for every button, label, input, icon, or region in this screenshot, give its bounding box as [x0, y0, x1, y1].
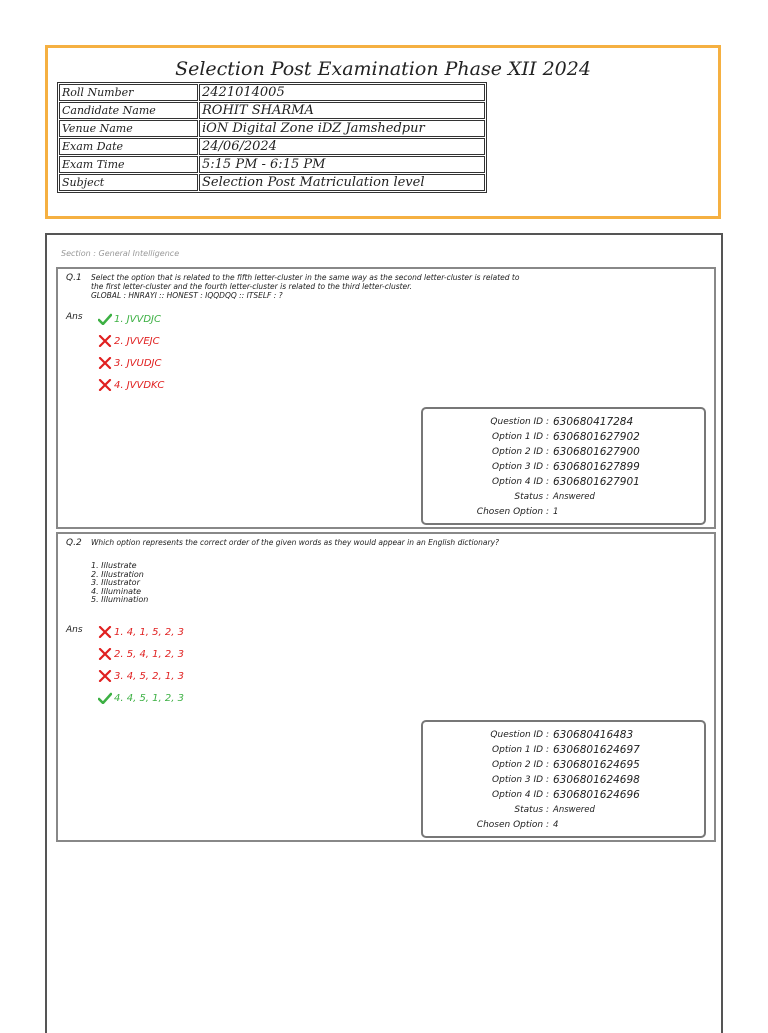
option-2-id-row: [423, 757, 704, 772]
option-4: [98, 379, 164, 391]
list-item: 4. Illuminate: [91, 586, 142, 596]
question-text-line: Select the option that is related to the fifth letter-cluster in the same way as the second letter-cluster is related to: [91, 273, 520, 282]
status-value: Answered: [553, 804, 595, 815]
candidate-info-table: [57, 82, 487, 193]
question-info-panel: [421, 407, 706, 525]
question-info-panel: [421, 720, 706, 838]
question-id-label: Question ID :: [490, 729, 549, 740]
venue-name-value: iON Digital Zone iDZ Jamshedpur: [199, 120, 485, 137]
table-row: [59, 174, 485, 191]
option-text: 3. 4, 5, 2, 1, 3: [114, 670, 184, 682]
table-row: [59, 84, 485, 101]
question-id-row: [423, 727, 704, 742]
option-4-id-row: [423, 474, 704, 489]
question-text: [91, 273, 561, 300]
chosen-option-row: [423, 817, 704, 832]
question-id-row: [423, 414, 704, 429]
exam-header: [45, 45, 721, 219]
list-item: 3. Illustrator: [91, 578, 140, 588]
option-3-id-row: [423, 772, 704, 787]
section-label: Section : General Intelligence: [61, 249, 180, 258]
status-row: [423, 802, 704, 817]
option-text: 4. JVVDKC: [114, 379, 165, 391]
option-3: [98, 670, 184, 682]
question-text-line: Which option represents the correct order of the given words as they would appear in an English dictionary?: [91, 538, 499, 547]
cross-icon: [98, 379, 112, 391]
cross-icon: [98, 648, 112, 660]
option-1-id-row: [423, 429, 704, 444]
option-text: 2. JVVEJC: [114, 335, 160, 347]
questions-panel: [45, 233, 723, 1033]
chosen-option-label: Chosen Option :: [476, 819, 549, 830]
exam-date-label: Exam Date: [59, 138, 198, 155]
option-2-id-row: [423, 444, 704, 459]
option-4-id-label: Option 4 ID :: [492, 476, 549, 487]
answer-label: Ans: [66, 312, 83, 322]
cross-icon: [98, 626, 112, 638]
candidate-name-value: ROHIT SHARMA: [199, 102, 485, 119]
chosen-option-value: 1: [553, 506, 559, 517]
option-3-id-label: Option 3 ID :: [492, 774, 549, 785]
subject-value: Selection Post Matriculation level: [199, 174, 485, 191]
exam-date-value: 24/06/2024: [199, 138, 485, 155]
option-4-id-label: Option 4 ID :: [492, 789, 549, 800]
question-number: Q.1: [66, 273, 82, 283]
exam-time-value: 5:15 PM - 6:15 PM: [199, 156, 485, 173]
word-list: [91, 562, 148, 605]
option-4-id-row: [423, 787, 704, 802]
option-3: [98, 357, 161, 369]
option-4-id-value: 6306801627901: [553, 475, 640, 488]
question-text-line: the first letter-cluster and the fourth letter-cluster is related to the third letter-cluster.: [91, 282, 412, 291]
table-row: [59, 156, 485, 173]
option-3-id-value: 6306801624698: [553, 773, 640, 786]
table-row: [59, 138, 485, 155]
table-row: [59, 120, 485, 137]
cross-icon: [98, 335, 112, 347]
question-id-value: 630680417284: [553, 415, 634, 428]
option-2-id-value: 6306801627900: [553, 445, 640, 458]
roll-number-value: 2421014005: [199, 84, 485, 101]
venue-name-label: Venue Name: [59, 120, 198, 137]
option-2: [98, 335, 160, 347]
status-value: Answered: [553, 491, 595, 502]
chosen-option-label: Chosen Option :: [476, 506, 549, 517]
exam-title: Selection Post Examination Phase XII 2024: [175, 58, 591, 80]
option-2-id-value: 6306801624695: [553, 758, 640, 771]
question-id-label: Question ID :: [490, 416, 549, 427]
option-1-id-label: Option 1 ID :: [492, 744, 549, 755]
question-card-1: [56, 267, 716, 529]
question-card-2: [56, 532, 716, 842]
option-1: [98, 626, 184, 638]
option-text: 1. 4, 1, 5, 2, 3: [114, 626, 184, 638]
option-1-id-label: Option 1 ID :: [492, 431, 549, 442]
option-text: 3. JVUDJC: [114, 357, 162, 369]
status-row: [423, 489, 704, 504]
option-1-id-row: [423, 742, 704, 757]
question-number: Q.2: [66, 538, 82, 548]
chosen-option-value: 4: [553, 819, 559, 830]
option-1-id-value: 6306801627902: [553, 430, 640, 443]
cross-icon: [98, 357, 112, 369]
option-4: [98, 692, 184, 704]
option-text: 4. 4, 5, 1, 2, 3: [114, 692, 184, 704]
option-2-id-label: Option 2 ID :: [492, 446, 549, 457]
subject-label: Subject: [59, 174, 198, 191]
question-text-line: GLOBAL : HNRAYI :: HONEST : IQQDQQ :: ITSELF : ?: [91, 291, 283, 300]
option-1: [98, 313, 161, 325]
option-text: 1. JVVDJC: [114, 313, 161, 325]
option-3-id-row: [423, 459, 704, 474]
candidate-name-label: Candidate Name: [59, 102, 198, 119]
option-2-id-label: Option 2 ID :: [492, 759, 549, 770]
question-id-value: 630680416483: [553, 728, 634, 741]
option-3-id-label: Option 3 ID :: [492, 461, 549, 472]
status-label: Status :: [514, 804, 549, 815]
chosen-option-row: [423, 504, 704, 519]
check-icon: [98, 692, 112, 704]
cross-icon: [98, 670, 112, 682]
option-3-id-value: 6306801627899: [553, 460, 640, 473]
list-item: 2. Illustration: [91, 569, 144, 579]
table-row: [59, 102, 485, 119]
question-text: [91, 538, 561, 547]
option-text: 2. 5, 4, 1, 2, 3: [114, 648, 184, 660]
check-icon: [98, 313, 112, 325]
option-1-id-value: 6306801624697: [553, 743, 640, 756]
exam-time-label: Exam Time: [59, 156, 198, 173]
list-item: 1. Illustrate: [91, 561, 137, 570]
status-label: Status :: [514, 491, 549, 502]
option-4-id-value: 6306801624696: [553, 788, 640, 801]
list-item: 5. Illumination: [91, 595, 149, 605]
roll-number-label: Roll Number: [59, 84, 198, 101]
answer-label: Ans: [66, 625, 83, 635]
option-2: [98, 648, 184, 660]
